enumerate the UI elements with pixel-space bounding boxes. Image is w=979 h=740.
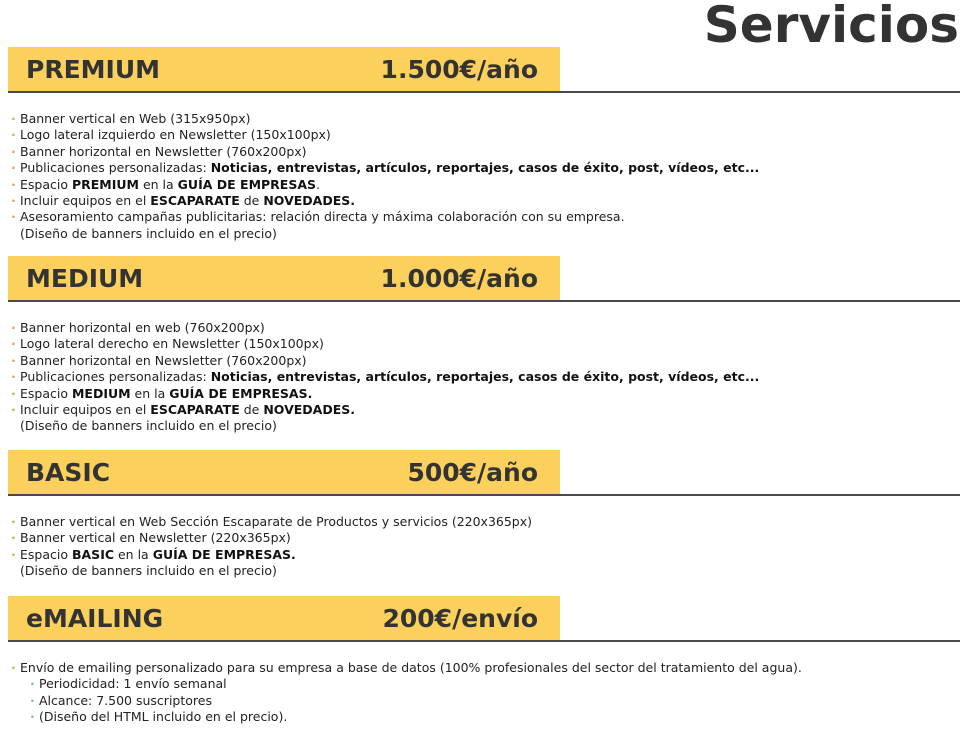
- list-subitem: · (Diseño del HTML incluido en el precio).: [30, 709, 288, 725]
- list-item: · Asesoramiento campañas publicitarias: relación directa y máxima colaboración con su empresa.: [11, 209, 625, 225]
- list-item: · Banner vertical en Web Sección Escaparate de Productos y servicios (220x365px): [11, 514, 533, 529]
- list-item: · Incluir equipos en el ESCAPARATE de NOVEDADES.: [11, 193, 356, 209]
- list-subitem: · Periodicidad: 1 envío semanal: [30, 676, 227, 692]
- bullet-icon: ·: [11, 176, 16, 192]
- list-item: · Espacio BASIC en la GUÍA DE EMPRESAS.: [11, 546, 296, 562]
- bullet-icon: ·: [11, 546, 16, 562]
- plan-note: (Diseño de banners incluido en el precio): [20, 225, 277, 241]
- plan-medium: [8, 256, 960, 435]
- plan-name: BASIC: [26, 457, 111, 487]
- plan-note: (Diseño de banners incluido en el precio): [20, 563, 277, 579]
- bullet-icon: ·: [11, 320, 16, 335]
- plan-header: [8, 596, 960, 642]
- plan-features: [8, 660, 960, 726]
- bullet-icon: ·: [11, 160, 16, 176]
- plan-header: [8, 47, 960, 93]
- plan-band: [8, 450, 560, 494]
- list-item: · Incluir equipos en el ESCAPARATE de NOVEDADES.: [11, 402, 356, 418]
- list-subitem: · Alcance: 7.500 suscriptores: [30, 692, 212, 708]
- plan-features: [8, 514, 960, 580]
- bullet-icon: ·: [11, 127, 16, 143]
- list-item: · Publicaciones personalizadas: Noticias, entrevistas, artículos, reportajes, casos de éxito, post, vídeos, etc...: [11, 369, 760, 385]
- list-item: · Publicaciones personalizadas: Noticias, entrevistas, artículos, reportajes, casos de éxito, post, vídeos, etc...: [11, 160, 760, 176]
- bullet-icon: ·: [11, 514, 16, 529]
- plan-name: PREMIUM: [26, 54, 161, 84]
- list-item: · Espacio PREMIUM en la GUÍA DE EMPRESAS.: [11, 176, 320, 192]
- plan-price: 500€/año: [407, 457, 538, 487]
- plan-band: [8, 256, 560, 300]
- plan-emailing: [8, 596, 960, 726]
- bullet-icon: ·: [11, 660, 16, 675]
- plan-premium: [8, 47, 960, 242]
- list-item: · Banner horizontal en Newsletter (760x200px): [11, 143, 307, 159]
- plan-band: [8, 47, 560, 91]
- plan-price: 1.000€/año: [380, 263, 538, 293]
- plan-name: MEDIUM: [26, 263, 144, 293]
- bullet-icon: ·: [11, 143, 16, 159]
- page-title: Servicios: [703, 0, 959, 54]
- bullet-icon: ·: [11, 402, 16, 418]
- plan-basic: [8, 450, 960, 580]
- plan-band: [8, 596, 560, 640]
- list-item: · Espacio MEDIUM en la GUÍA DE EMPRESAS.: [11, 385, 313, 401]
- list-item: · Logo lateral derecho en Newsletter (150x100px): [11, 336, 324, 352]
- plan-price: 1.500€/año: [380, 54, 538, 84]
- plan-name: eMAILING: [26, 603, 164, 633]
- bullet-icon: ·: [11, 369, 16, 385]
- plan-header: [8, 256, 960, 302]
- list-item: · Envío de emailing personalizado para su empresa a base de datos (100% profesionales del sector del tratamiento del agua).: [11, 660, 802, 675]
- list-item: · Banner horizontal en web (760x200px): [11, 320, 265, 335]
- bullet-icon: ·: [11, 111, 16, 126]
- bullet-icon: ·: [30, 676, 35, 692]
- plan-features: [8, 320, 960, 435]
- plan-features: [8, 111, 960, 242]
- bullet-icon: ·: [11, 209, 16, 225]
- plan-header: [8, 450, 960, 496]
- plan-note: (Diseño de banners incluido en el precio): [20, 418, 277, 434]
- bullet-icon: ·: [11, 336, 16, 352]
- bullet-icon: ·: [11, 352, 16, 368]
- bullet-icon: ·: [30, 692, 35, 708]
- list-item: · Logo lateral izquierdo en Newsletter (150x100px): [11, 127, 331, 143]
- bullet-icon: ·: [11, 385, 16, 401]
- list-item: · Banner vertical en Web (315x950px): [11, 111, 251, 126]
- bullet-icon: ·: [11, 193, 16, 209]
- list-item: · Banner horizontal en Newsletter (760x200px): [11, 352, 307, 368]
- plan-price: 200€/envío: [382, 603, 538, 633]
- bullet-icon: ·: [11, 530, 16, 546]
- list-item: · Banner vertical en Newsletter (220x365px): [11, 530, 291, 546]
- bullet-icon: ·: [30, 709, 35, 725]
